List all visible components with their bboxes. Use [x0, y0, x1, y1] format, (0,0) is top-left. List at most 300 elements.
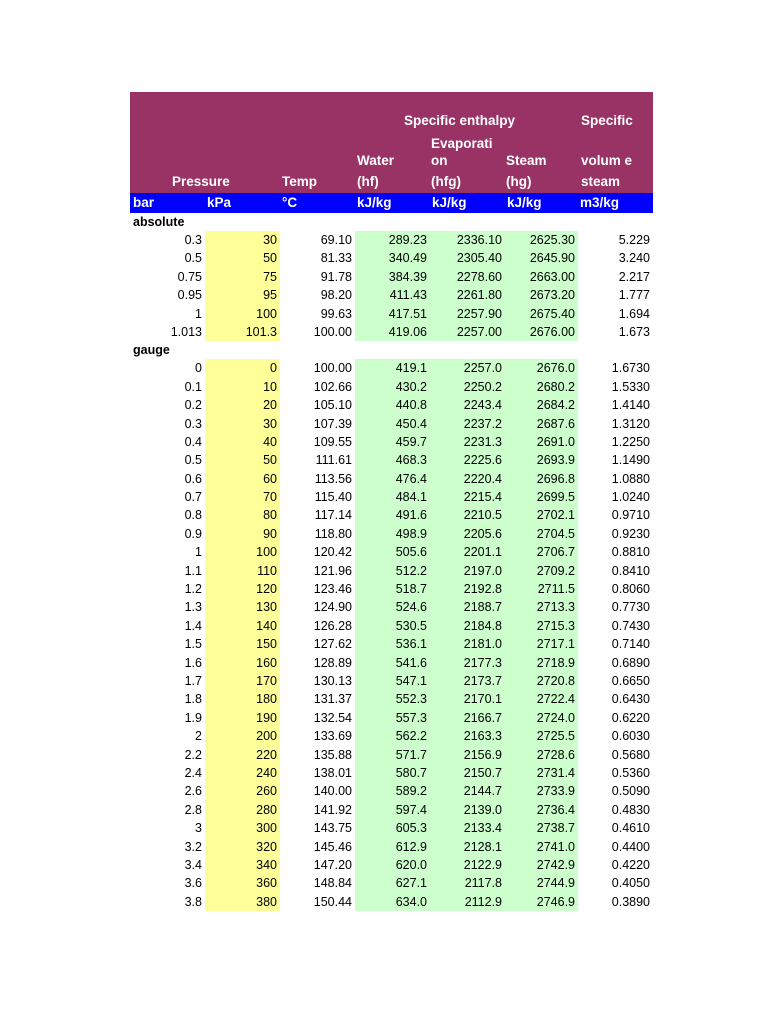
- table-row: [130, 451, 653, 469]
- water-hf-cell: 557.3: [355, 709, 430, 727]
- header-temp: Temp: [282, 174, 318, 189]
- header-hf: (hf): [357, 174, 379, 189]
- steam-hg-cell: 2704.5: [505, 525, 578, 543]
- steam-hg-cell: 2715.3: [505, 617, 578, 635]
- water-hf-cell: 597.4: [355, 801, 430, 819]
- table-row: [130, 782, 653, 800]
- kpa-cell: 90: [205, 525, 280, 543]
- specific-volume-cell: 1.2250: [611, 434, 650, 449]
- evaporation-hfg-cell: 2166.7: [430, 709, 505, 727]
- steam-hg-cell: 2706.7: [505, 543, 578, 561]
- bar-cell: 0.4: [184, 434, 202, 449]
- kpa-cell: 200: [205, 727, 280, 745]
- steam-hg-cell: 2724.0: [505, 709, 578, 727]
- bar-cell: 1.5: [184, 637, 202, 652]
- temp-cell: 130.13: [313, 673, 352, 688]
- water-hf-cell: 580.7: [355, 764, 430, 782]
- bar-cell: 1: [195, 545, 202, 560]
- specific-volume-cell: 5.229: [618, 233, 650, 247]
- table-row: [130, 231, 653, 249]
- water-hf-cell: 384.39: [355, 268, 430, 286]
- water-hf-cell: 512.2: [355, 562, 430, 580]
- bar-cell: 3.4: [184, 857, 202, 872]
- table-row: [130, 690, 653, 708]
- table-row: [130, 598, 653, 616]
- kpa-cell: 120: [205, 580, 280, 598]
- table-row: [130, 874, 653, 892]
- steam-hg-cell: 2731.4: [505, 764, 578, 782]
- water-hf-cell: 450.4: [355, 415, 430, 433]
- table-row: [130, 801, 653, 819]
- specific-volume-cell: 1.3120: [611, 416, 650, 431]
- kpa-cell: 100: [205, 305, 280, 323]
- water-hf-cell: 562.2: [355, 727, 430, 745]
- specific-volume-cell: 0.5360: [611, 765, 650, 780]
- evaporation-hfg-cell: 2144.7: [430, 782, 505, 800]
- specific-volume-cell: 1.6730: [611, 361, 650, 376]
- steam-hg-cell: 2736.4: [505, 801, 578, 819]
- specific-volume-cell: 0.9710: [611, 508, 650, 523]
- section-label: gauge: [133, 343, 170, 358]
- temp-cell: 105.10: [313, 398, 352, 413]
- table-row: [130, 415, 653, 433]
- table-row: [130, 488, 653, 506]
- bar-cell: 0: [195, 361, 202, 376]
- table-row: [130, 396, 653, 414]
- steam-hg-cell: 2722.4: [505, 690, 578, 708]
- bar-cell: 3.6: [184, 876, 202, 891]
- water-hf-cell: 417.51: [355, 305, 430, 323]
- unit-hfg: kJ/kg: [432, 195, 467, 210]
- table-row: [130, 525, 653, 543]
- steam-hg-cell: 2742.9: [505, 856, 578, 874]
- evaporation-hfg-cell: 2163.3: [430, 727, 505, 745]
- specific-volume-cell: 0.4400: [611, 839, 650, 854]
- temp-cell: 69.10: [320, 233, 352, 247]
- bar-cell: 0.8: [184, 508, 202, 523]
- steam-hg-cell: 2717.1: [505, 635, 578, 653]
- bar-cell: 0.5: [184, 251, 202, 266]
- evaporation-hfg-cell: 2231.3: [430, 433, 505, 451]
- steam-hg-cell: 2673.20: [505, 286, 578, 304]
- evaporation-hfg-cell: 2181.0: [430, 635, 505, 653]
- evaporation-hfg-cell: 2278.60: [430, 268, 505, 286]
- evaporation-hfg-cell: 2205.6: [430, 525, 505, 543]
- table-row: [130, 617, 653, 635]
- kpa-cell: 160: [205, 654, 280, 672]
- bar-cell: 1.2: [184, 582, 202, 597]
- steam-hg-cell: 2725.5: [505, 727, 578, 745]
- table-row: [130, 727, 653, 745]
- unit-volume: m3/kg: [580, 195, 620, 210]
- table-row: [130, 305, 653, 323]
- table-row: [130, 672, 653, 690]
- table-body: [130, 213, 653, 911]
- water-hf-cell: 476.4: [355, 470, 430, 488]
- table-row: [130, 654, 653, 672]
- water-hf-cell: 552.3: [355, 690, 430, 708]
- water-hf-cell: 536.1: [355, 635, 430, 653]
- unit-celsius: °C: [282, 195, 298, 210]
- water-hf-cell: 419.06: [355, 323, 430, 341]
- evaporation-hfg-cell: 2225.6: [430, 451, 505, 469]
- kpa-cell: 60: [205, 470, 280, 488]
- header-evaporati: Evaporati: [431, 136, 493, 151]
- specific-volume-cell: 1.5330: [611, 379, 650, 394]
- unit-bar: bar: [133, 195, 155, 210]
- specific-volume-cell: 1.694: [618, 306, 650, 321]
- temp-cell: 145.46: [313, 839, 352, 854]
- steam-hg-cell: 2733.9: [505, 782, 578, 800]
- steam-hg-cell: 2693.9: [505, 451, 578, 469]
- specific-volume-cell: 0.8060: [611, 582, 650, 597]
- steam-hg-cell: 2680.2: [505, 378, 578, 396]
- steam-hg-cell: 2645.90: [505, 249, 578, 267]
- temp-cell: 141.92: [313, 802, 352, 817]
- table-row: [130, 746, 653, 764]
- bar-cell: 0.75: [177, 269, 202, 284]
- water-hf-cell: 468.3: [355, 451, 430, 469]
- temp-cell: 132.54: [313, 710, 352, 725]
- evaporation-hfg-cell: 2122.9: [430, 856, 505, 874]
- water-hf-cell: 498.9: [355, 525, 430, 543]
- evaporation-hfg-cell: 2184.8: [430, 617, 505, 635]
- temp-cell: 138.01: [313, 765, 352, 780]
- kpa-cell: 280: [205, 801, 280, 819]
- steam-hg-cell: 2687.6: [505, 415, 578, 433]
- kpa-cell: 110: [205, 562, 280, 580]
- kpa-cell: 320: [205, 838, 280, 856]
- table-row: [130, 580, 653, 598]
- kpa-cell: 140: [205, 617, 280, 635]
- kpa-cell: 20: [205, 396, 280, 414]
- temp-cell: 91.78: [320, 269, 352, 284]
- water-hf-cell: 491.6: [355, 506, 430, 524]
- evaporation-hfg-cell: 2112.9: [430, 893, 505, 911]
- steam-hg-cell: 2718.9: [505, 654, 578, 672]
- kpa-cell: 340: [205, 856, 280, 874]
- bar-cell: 1.3: [184, 600, 202, 615]
- water-hf-cell: 419.1: [355, 359, 430, 377]
- steam-hg-cell: 2741.0: [505, 838, 578, 856]
- steam-hg-cell: 2663.00: [505, 268, 578, 286]
- kpa-cell: 10: [205, 378, 280, 396]
- table-row: [130, 893, 653, 911]
- specific-volume-cell: 0.6220: [611, 710, 650, 725]
- bar-cell: 0.2: [184, 398, 202, 413]
- table-row: [130, 709, 653, 727]
- water-hf-cell: 459.7: [355, 433, 430, 451]
- evaporation-hfg-cell: 2257.90: [430, 305, 505, 323]
- bar-cell: 0.3: [184, 416, 202, 431]
- water-hf-cell: 541.6: [355, 654, 430, 672]
- steam-hg-cell: 2728.6: [505, 746, 578, 764]
- evaporation-hfg-cell: 2117.8: [430, 874, 505, 892]
- bar-cell: 0.1: [184, 379, 202, 394]
- header-water: Water: [357, 153, 395, 168]
- kpa-cell: 0: [205, 359, 280, 377]
- water-hf-cell: 340.49: [355, 249, 430, 267]
- table-row: [130, 433, 653, 451]
- bar-cell: 2.4: [184, 765, 202, 780]
- kpa-cell: 170: [205, 672, 280, 690]
- evaporation-hfg-cell: 2188.7: [430, 598, 505, 616]
- temp-cell: 100.00: [313, 324, 352, 339]
- evaporation-hfg-cell: 2305.40: [430, 249, 505, 267]
- steam-hg-cell: 2676.00: [505, 323, 578, 341]
- temp-cell: 120.42: [313, 545, 352, 560]
- steam-hg-cell: 2738.7: [505, 819, 578, 837]
- steam-hg-cell: 2684.2: [505, 396, 578, 414]
- table-header: [130, 92, 653, 193]
- bar-cell: 0.9: [184, 526, 202, 541]
- temp-cell: 107.39: [313, 416, 352, 431]
- water-hf-cell: 620.0: [355, 856, 430, 874]
- bar-cell: 0.7: [184, 490, 202, 505]
- evaporation-hfg-cell: 2257.00: [430, 323, 505, 341]
- bar-cell: 1.4: [184, 618, 202, 633]
- bar-cell: 1.8: [184, 692, 202, 707]
- kpa-cell: 180: [205, 690, 280, 708]
- steam-hg-cell: 2691.0: [505, 433, 578, 451]
- kpa-cell: 50: [205, 249, 280, 267]
- bar-cell: 2: [195, 729, 202, 744]
- evaporation-hfg-cell: 2173.7: [430, 672, 505, 690]
- temp-cell: 81.33: [320, 251, 352, 266]
- evaporation-hfg-cell: 2197.0: [430, 562, 505, 580]
- temp-cell: 150.44: [313, 894, 352, 909]
- water-hf-cell: 530.5: [355, 617, 430, 635]
- water-hf-cell: 571.7: [355, 746, 430, 764]
- evaporation-hfg-cell: 2215.4: [430, 488, 505, 506]
- kpa-cell: 50: [205, 451, 280, 469]
- steam-table: [130, 92, 653, 911]
- temp-cell: 109.55: [313, 434, 352, 449]
- unit-hf: kJ/kg: [357, 195, 392, 210]
- specific-volume-cell: 0.4220: [611, 857, 650, 872]
- bar-cell: 2.8: [184, 802, 202, 817]
- specific-volume-cell: 0.5680: [611, 747, 650, 762]
- evaporation-hfg-cell: 2261.80: [430, 286, 505, 304]
- water-hf-cell: 430.2: [355, 378, 430, 396]
- kpa-cell: 100: [205, 543, 280, 561]
- table-row: [130, 268, 653, 286]
- temp-cell: 99.63: [320, 306, 352, 321]
- table-row: [130, 635, 653, 653]
- table-row: [130, 378, 653, 396]
- water-hf-cell: 518.7: [355, 580, 430, 598]
- water-hf-cell: 505.6: [355, 543, 430, 561]
- bar-cell: 0.5: [184, 453, 202, 468]
- evaporation-hfg-cell: 2139.0: [430, 801, 505, 819]
- temp-cell: 147.20: [313, 857, 352, 872]
- temp-cell: 121.96: [313, 563, 352, 578]
- temp-cell: 102.66: [313, 379, 352, 394]
- steam-hg-cell: 2625.30: [505, 231, 578, 249]
- steam-hg-cell: 2746.9: [505, 893, 578, 911]
- specific-volume-cell: 0.6030: [611, 729, 650, 744]
- kpa-cell: 360: [205, 874, 280, 892]
- steam-hg-cell: 2711.5: [505, 580, 578, 598]
- table-row: [130, 286, 653, 304]
- evaporation-hfg-cell: 2210.5: [430, 506, 505, 524]
- water-hf-cell: 634.0: [355, 893, 430, 911]
- evaporation-hfg-cell: 2150.7: [430, 764, 505, 782]
- evaporation-hfg-cell: 2250.2: [430, 378, 505, 396]
- table-row: [130, 506, 653, 524]
- water-hf-cell: 289.23: [355, 231, 430, 249]
- evaporation-hfg-cell: 2128.1: [430, 838, 505, 856]
- temp-cell: 131.37: [313, 692, 352, 707]
- temp-cell: 124.90: [313, 600, 352, 615]
- specific-volume-cell: 1.0240: [611, 490, 650, 505]
- temp-cell: 98.20: [320, 288, 352, 303]
- steam-hg-cell: 2675.40: [505, 305, 578, 323]
- specific-volume-cell: 0.7140: [611, 637, 650, 652]
- steam-hg-cell: 2676.0: [505, 359, 578, 377]
- evaporation-hfg-cell: 2237.2: [430, 415, 505, 433]
- table-row: [130, 562, 653, 580]
- specific-volume-cell: 2.217: [618, 269, 650, 284]
- temp-cell: 135.88: [313, 747, 352, 762]
- evaporation-hfg-cell: 2170.1: [430, 690, 505, 708]
- kpa-cell: 190: [205, 709, 280, 727]
- water-hf-cell: 484.1: [355, 488, 430, 506]
- header-steam: Steam: [506, 153, 547, 168]
- header-pressure: Pressure: [172, 174, 230, 189]
- bar-cell: 1.9: [184, 710, 202, 725]
- steam-hg-cell: 2709.2: [505, 562, 578, 580]
- steam-hg-cell: 2713.3: [505, 598, 578, 616]
- kpa-cell: 80: [205, 506, 280, 524]
- kpa-cell: 30: [205, 415, 280, 433]
- table-row: [130, 359, 653, 377]
- bar-cell: 1.1: [184, 563, 202, 578]
- specific-volume-cell: 0.4830: [611, 802, 650, 817]
- water-hf-cell: 612.9: [355, 838, 430, 856]
- water-hf-cell: 440.8: [355, 396, 430, 414]
- specific-volume-cell: 1.777: [618, 288, 650, 303]
- evaporation-hfg-cell: 2156.9: [430, 746, 505, 764]
- evaporation-hfg-cell: 2177.3: [430, 654, 505, 672]
- steam-hg-cell: 2744.9: [505, 874, 578, 892]
- bar-cell: 1.7: [184, 673, 202, 688]
- evaporation-hfg-cell: 2336.10: [430, 231, 505, 249]
- header-volume: volum e: [581, 153, 633, 168]
- steam-hg-cell: 2696.8: [505, 470, 578, 488]
- kpa-cell: 240: [205, 764, 280, 782]
- bar-cell: 1.6: [184, 655, 202, 670]
- unit-kpa: kPa: [207, 195, 232, 210]
- water-hf-cell: 605.3: [355, 819, 430, 837]
- steam-hg-cell: 2720.8: [505, 672, 578, 690]
- temp-cell: 148.84: [313, 876, 352, 891]
- temp-cell: 128.89: [313, 655, 352, 670]
- water-hf-cell: 589.2: [355, 782, 430, 800]
- header-specific: Specific: [581, 113, 633, 128]
- water-hf-cell: 547.1: [355, 672, 430, 690]
- temp-cell: 117.14: [314, 508, 352, 523]
- evaporation-hfg-cell: 2220.4: [430, 470, 505, 488]
- evaporation-hfg-cell: 2192.8: [430, 580, 505, 598]
- temp-cell: 118.80: [314, 526, 352, 541]
- section-label: absolute: [133, 215, 185, 229]
- specific-volume-cell: 1.673: [618, 324, 650, 339]
- evaporation-hfg-cell: 2257.0: [430, 359, 505, 377]
- temp-cell: 115.40: [314, 490, 352, 505]
- kpa-cell: 95: [205, 286, 280, 304]
- temp-cell: 111.61: [315, 453, 352, 468]
- header-on: on: [431, 153, 448, 168]
- specific-volume-cell: 1.1490: [611, 453, 650, 468]
- kpa-cell: 380: [205, 893, 280, 911]
- table-row: [130, 470, 653, 488]
- steam-hg-cell: 2699.5: [505, 488, 578, 506]
- units-row: [130, 193, 653, 213]
- specific-volume-cell: 0.3890: [611, 894, 650, 909]
- water-hf-cell: 411.43: [355, 286, 430, 304]
- unit-hg: kJ/kg: [507, 195, 542, 210]
- header-steam-2: steam: [581, 174, 621, 189]
- specific-volume-cell: 0.9230: [611, 526, 650, 541]
- steam-hg-cell: 2702.1: [505, 506, 578, 524]
- specific-volume-cell: 0.8810: [611, 545, 650, 560]
- bar-cell: 2.6: [184, 784, 202, 799]
- bar-cell: 1.013: [170, 324, 202, 339]
- temp-cell: 127.62: [313, 637, 352, 652]
- kpa-cell: 101.3: [205, 323, 280, 341]
- kpa-cell: 130: [205, 598, 280, 616]
- bar-cell: 0.95: [177, 288, 202, 303]
- table-row: [130, 249, 653, 267]
- specific-volume-cell: 0.5090: [611, 784, 650, 799]
- evaporation-hfg-cell: 2243.4: [430, 396, 505, 414]
- water-hf-cell: 627.1: [355, 874, 430, 892]
- bar-cell: 0.3: [184, 233, 202, 247]
- specific-volume-cell: 0.8410: [611, 563, 650, 578]
- header-hfg: (hfg): [431, 174, 461, 189]
- specific-volume-cell: 0.4050: [611, 876, 650, 891]
- kpa-cell: 40: [205, 433, 280, 451]
- bar-cell: 1: [195, 306, 202, 321]
- specific-volume-cell: 0.7730: [611, 600, 650, 615]
- bar-cell: 3: [195, 821, 202, 836]
- table-row: [130, 543, 653, 561]
- temp-cell: 126.28: [313, 618, 352, 633]
- specific-volume-cell: 1.4140: [611, 398, 650, 413]
- table-row: [130, 819, 653, 837]
- evaporation-hfg-cell: 2133.4: [430, 819, 505, 837]
- specific-volume-cell: 0.6650: [611, 673, 650, 688]
- kpa-cell: 300: [205, 819, 280, 837]
- bar-cell: 3.8: [184, 894, 202, 909]
- table-row: [130, 764, 653, 782]
- specific-volume-cell: 0.4610: [611, 821, 650, 836]
- bar-cell: 2.2: [184, 747, 202, 762]
- evaporation-hfg-cell: 2201.1: [430, 543, 505, 561]
- specific-volume-cell: 3.240: [618, 251, 650, 266]
- header-hg: (hg): [506, 174, 532, 189]
- header-specific-enthalpy: Specific enthalpy: [404, 113, 516, 128]
- kpa-cell: 260: [205, 782, 280, 800]
- temp-cell: 123.46: [313, 582, 352, 597]
- temp-cell: 133.69: [313, 729, 352, 744]
- kpa-cell: 150: [205, 635, 280, 653]
- kpa-cell: 75: [205, 268, 280, 286]
- temp-cell: 143.75: [313, 821, 352, 836]
- specific-volume-cell: 0.7430: [611, 618, 650, 633]
- bar-cell: 3.2: [184, 839, 202, 854]
